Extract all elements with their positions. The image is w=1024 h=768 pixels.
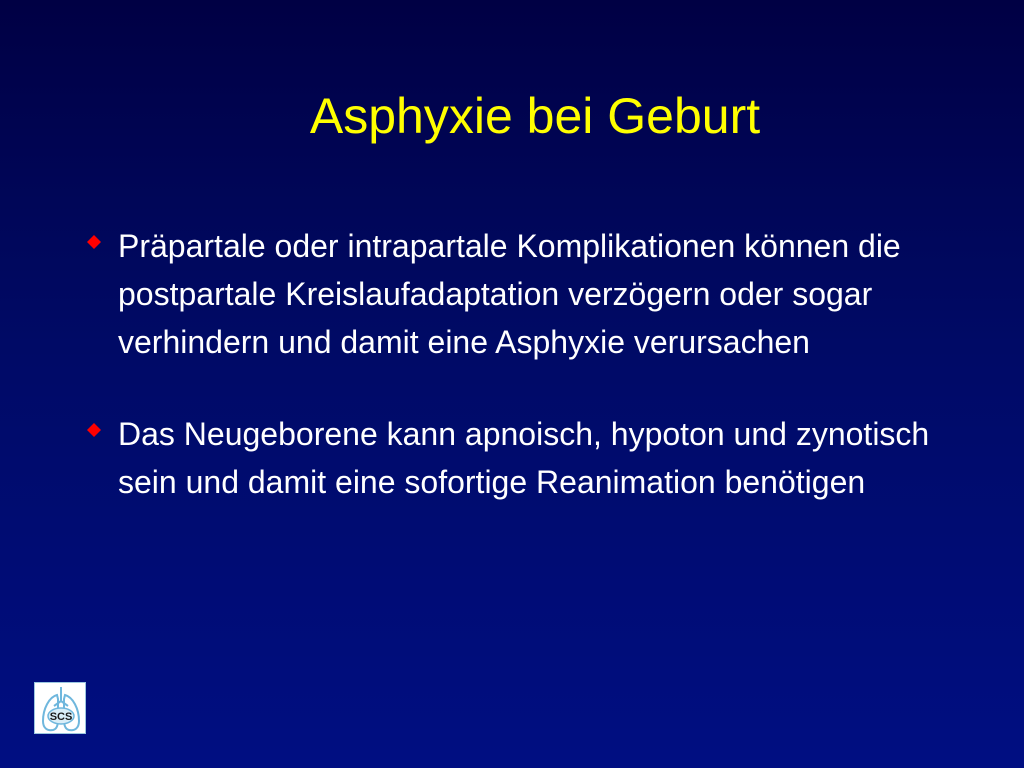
logo-label: SCS — [49, 711, 73, 723]
diamond-bullet-icon — [87, 423, 101, 437]
bullet-item — [82, 222, 982, 366]
bullet-list — [82, 222, 982, 506]
slide-title: Asphyxie bei Geburt — [309, 88, 761, 144]
lungs-logo-icon — [35, 683, 87, 735]
logo — [34, 682, 86, 734]
bullet-text: Das Neugeborene kann apnoisch, hypoton und zynotisch sein und damit eine sofortige Reanimation benötigen — [118, 416, 930, 500]
bullet-item — [82, 410, 982, 506]
diamond-bullet-icon — [87, 235, 101, 249]
bullet-text: Präpartale oder intrapartale Komplikationen können die postpartale Kreislaufadaptation verzögern oder sogar verhindern und damit eine Asphyxie verursachen — [118, 228, 901, 360]
